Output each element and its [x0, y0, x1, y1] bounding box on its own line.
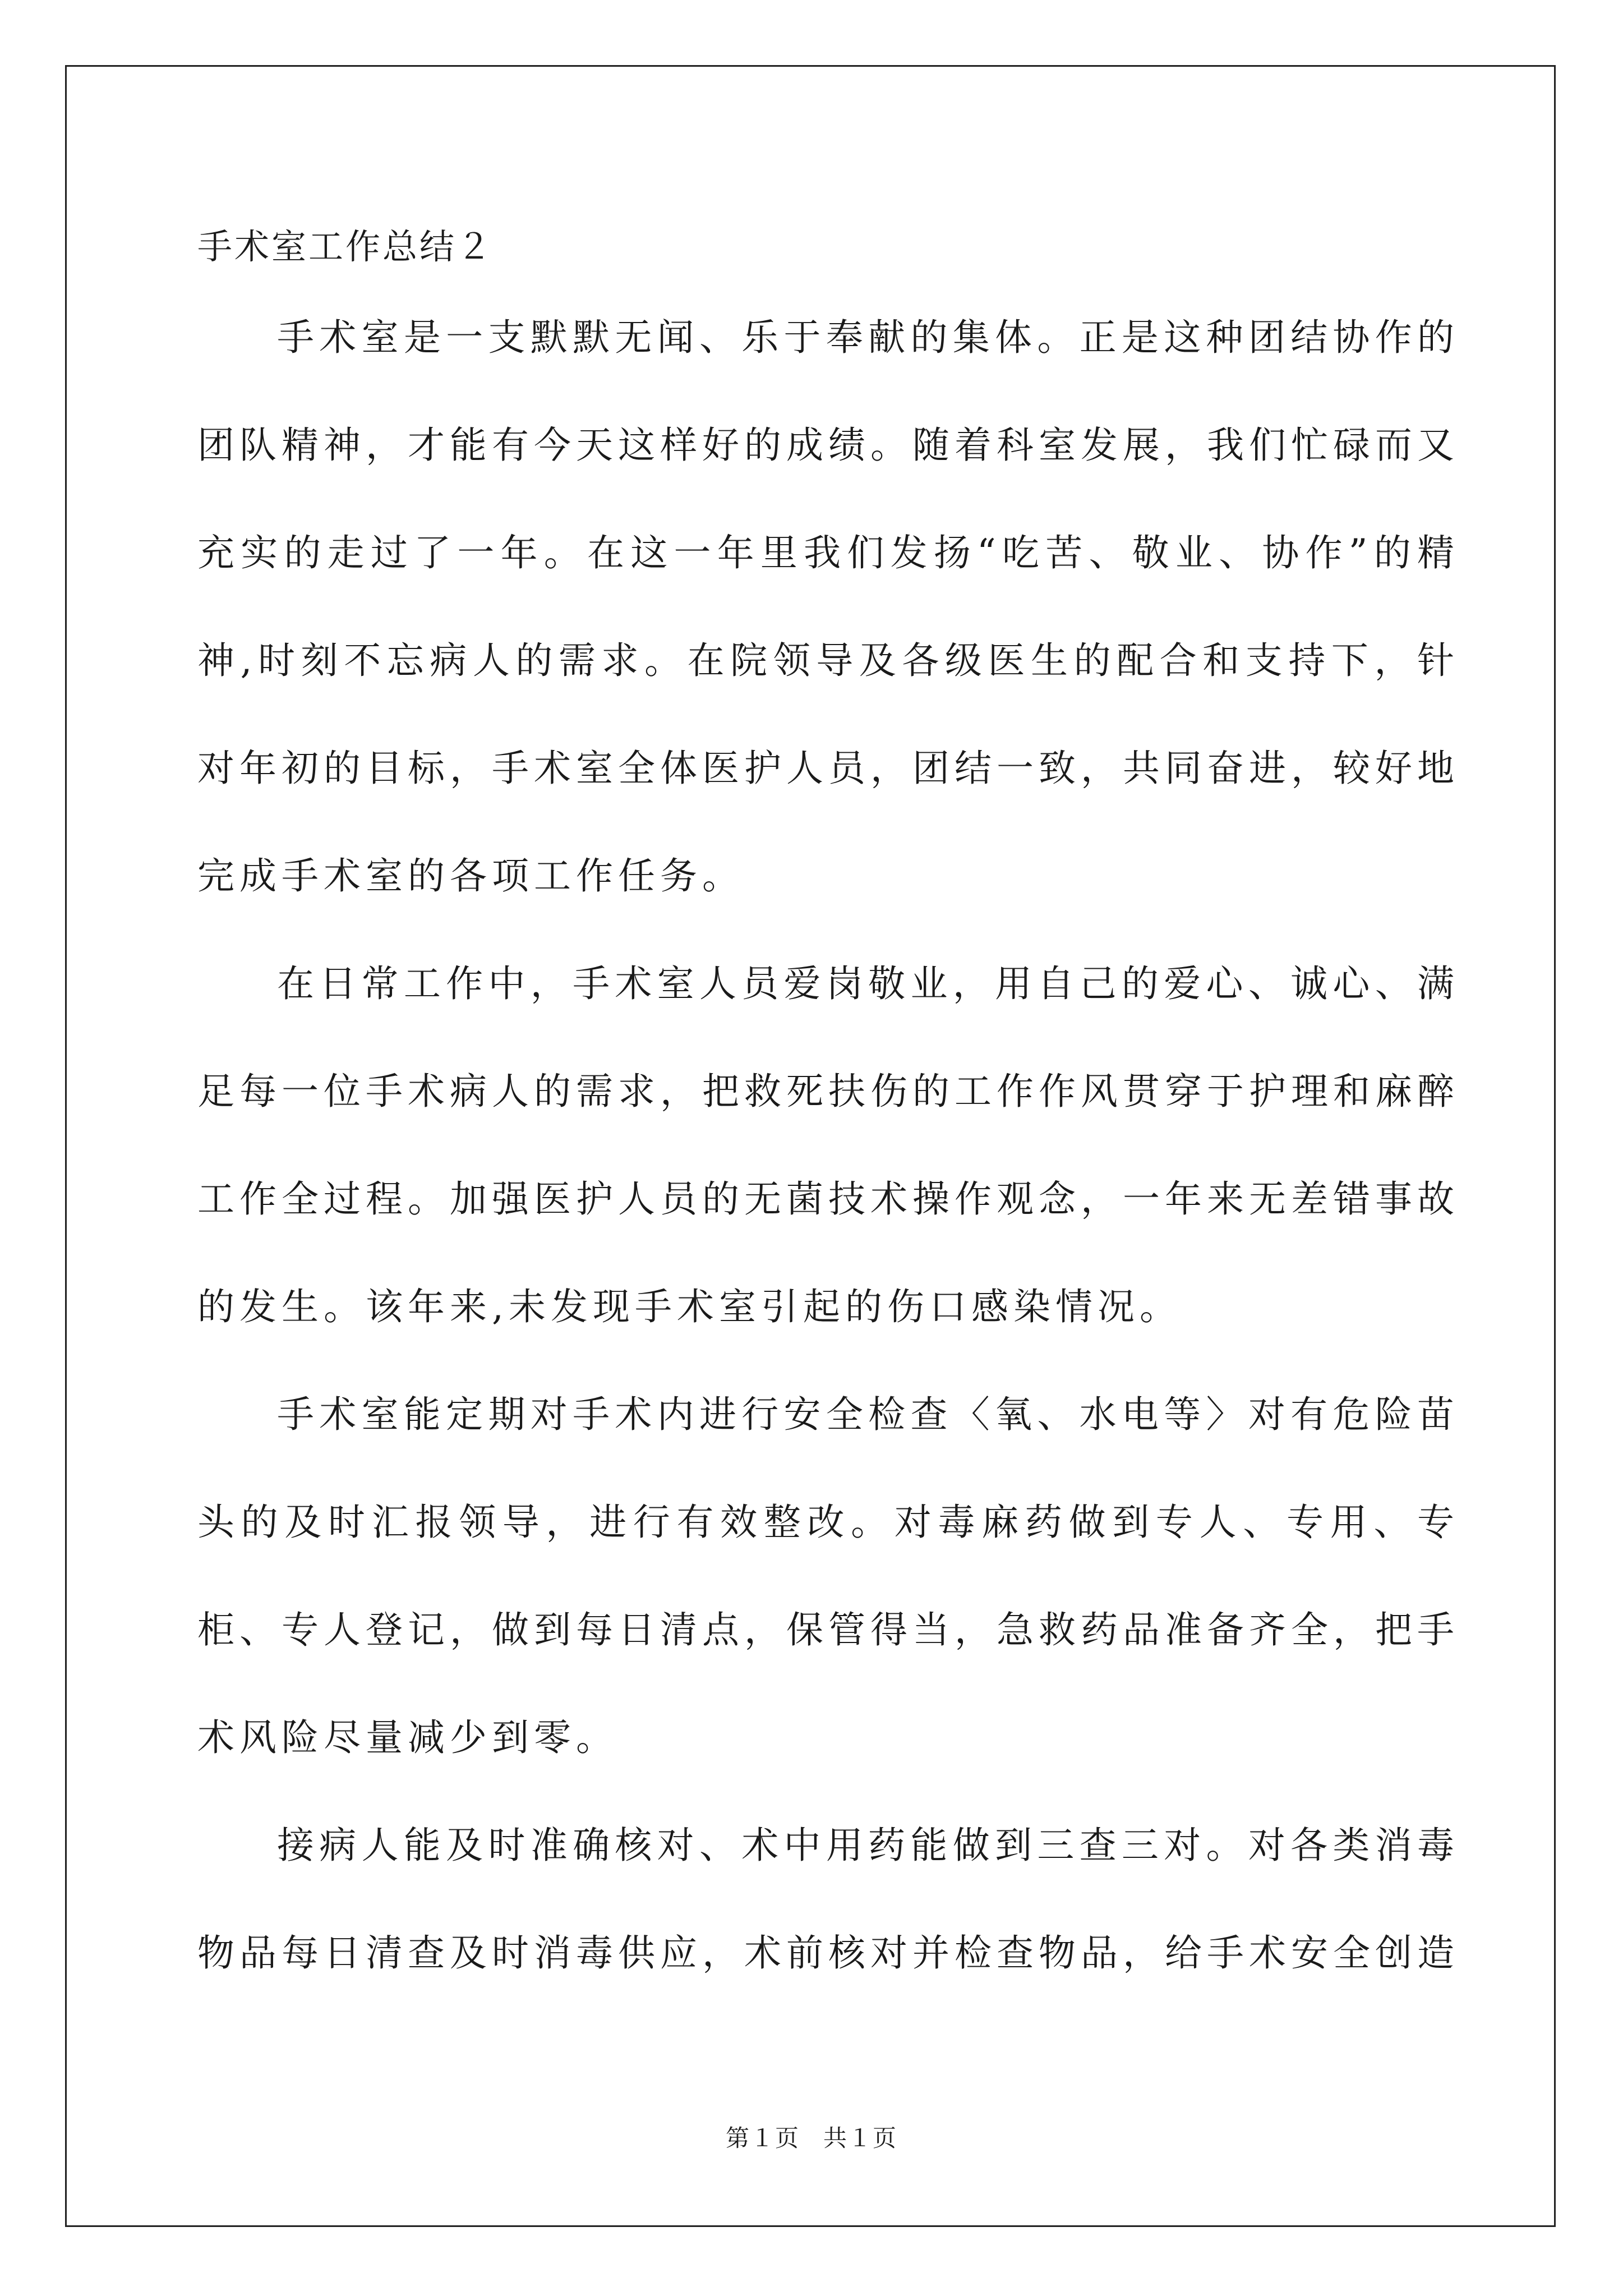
paragraph-2: 在日常工作中，手术室人员爱岗敬业，用自己的爱心、诚心、满足每一位手术病人的需求，把救死扶伤的工作作风贯穿于护理和麻醉工作全过程。加强医护人员的无菌技术操作观念，一年来无差错事故的发生。该年来,未发现手术室引起的伤口感染情况。 — [197, 962, 1459, 1328]
document-title: 手术室工作总结２ — [197, 226, 494, 267]
page-total: 共１页 — [823, 2124, 898, 2152]
paragraph-1: 手术室是一支默默无闻、乐于奉献的集体。正是这种团结协作的团队精神，才能有今天这样好的成绩。随着科室发展，我们忙碌而又充实的走过了一年。在这一年里我们发扬“吃苦、敬业、协作”的精神,时刻不忘病人的需求。在院领导及各级医生的配合和支持下，针对年初的目标，手术室全体医护人员，团结一致，共同奋进，较好地完成手术室的各项工作任务。 — [197, 316, 1459, 898]
paragraph-3: 手术室能定期对手术内进行安全检查〈氧、水电等〉对有危险苗头的及时汇报领导，进行有效整改。对毒麻药做到专人、专用、专柜、专人登记，做到每日清点，保管得当，急救药品准备齐全，把手术风险尽量减少到零。 — [197, 1393, 1459, 1759]
page-number: 第１页 — [725, 2124, 800, 2152]
paragraph-4: 接病人能及时准确核对、术中用药能做到三查三对。对各类消毒物品每日清查及时消毒供应，术前核对并检查物品，给手术安全创造 — [197, 1824, 1459, 1975]
page-footer — [0, 2122, 1623, 2155]
document-body — [197, 213, 1459, 2007]
